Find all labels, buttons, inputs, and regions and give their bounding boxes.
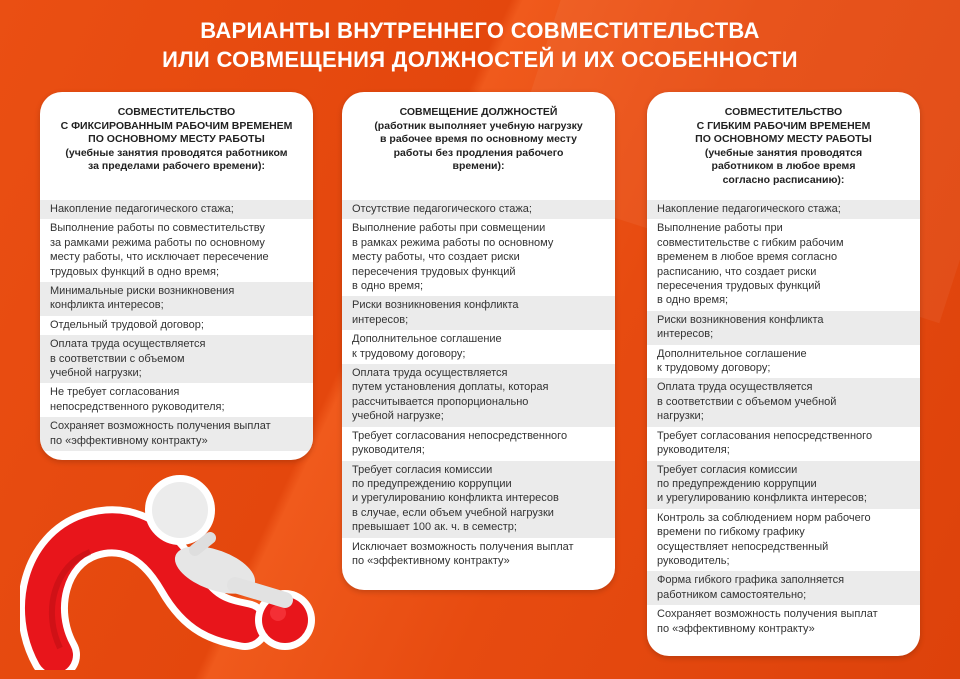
list-item: Дополнительное соглашение к трудовому договору;	[657, 347, 807, 375]
title-line-2: ИЛИ СОВМЕЩЕНИЯ ДОЛЖНОСТЕЙ И ИХ ОСОБЕННОСТИ	[162, 47, 798, 72]
list-item: Отсутствие педагогического стажа;	[342, 200, 615, 219]
heading-line: С ГИБКИМ РАБОЧИМ ВРЕМЕНЕМ	[696, 119, 871, 132]
list-item: Риски возникновения конфликта интересов;	[647, 311, 920, 345]
list-item: Контроль за соблюдением норм рабочего времени по гибкому графику осуществляет непосредственный руководитель;	[657, 511, 871, 567]
subheading-line: за пределами рабочего времени):	[88, 160, 265, 173]
list-item: Выполнение работы по совместительству за рамками режима работы по основному месту работы, что исключает пересечение трудовых функций в одно время;	[50, 222, 269, 278]
list-item: Требует согласия комиссии по предупреждению коррупции и урегулированию конфликта интересов;	[647, 461, 920, 509]
list-item: Требует согласия комиссии по предупреждению коррупции и урегулированию конфликта интересов в случае, если объем учебной нагрузки превышает 100 ак. ч. в семестр;	[342, 461, 615, 538]
list-item: Дополнительное соглашение к трудовому договору;	[352, 333, 502, 360]
subheading-line: времени):	[452, 160, 505, 173]
heading-line: ПО ОСНОВНОМУ МЕСТУ РАБОТЫ	[88, 133, 265, 146]
subheading-line: (учебные занятия проводятся	[704, 146, 863, 159]
feature-list	[40, 200, 313, 451]
feature-list	[342, 200, 615, 571]
list-item: Риски возникновения конфликта интересов;	[342, 296, 615, 330]
heading-line: СОВМЕСТИТЕЛЬСТВО	[117, 106, 236, 118]
list-item: Исключает возможность получения выплат по «эффективному контракту»	[352, 540, 574, 567]
list-item: Накопление педагогического стажа;	[647, 200, 920, 219]
list-item: Не требует согласования непосредственного руководителя;	[50, 386, 225, 413]
heading-line: ПО ОСНОВНОМУ МЕСТУ РАБОТЫ	[695, 133, 872, 146]
list-item: Оплата труда осуществляется в соответствии с объемом учебной нагрузки;	[647, 378, 920, 426]
subheading-line: работы без продления рабочего	[393, 146, 564, 159]
list-item: Выполнение работы при совместительстве с гибким рабочим временем в любое время согласно расписанию, что создает риски пересечения трудовых функций в одно время;	[657, 222, 844, 307]
list-item: Требует согласования непосредственного руководителя;	[657, 429, 873, 457]
subheading-line: (учебные занятия проводятся работником	[65, 146, 288, 159]
card-heading	[40, 92, 313, 174]
subheading-line: работником в любое время	[711, 160, 856, 173]
heading-line: С ФИКСИРОВАННЫМ РАБОЧИМ ВРЕМЕНЕМ	[60, 119, 293, 132]
question-mark-person-illustration	[20, 470, 320, 670]
subheading-line: (работник выполняет учебную нагрузку	[374, 119, 583, 132]
list-item: Оплата труда осуществляется в соответствии с объемом учебной нагрузки;	[40, 335, 313, 383]
heading-line: СОВМЕЩЕНИЕ ДОЛЖНОСТЕЙ	[399, 106, 558, 118]
list-item: Сохраняет возможность получения выплат по «эффективному контракту»	[657, 608, 878, 635]
title-line-1: ВАРИАНТЫ ВНУТРЕННЕГО СОВМЕСТИТЕЛЬСТВА	[200, 18, 760, 43]
subheading-line: в рабочее время по основному месту	[380, 133, 577, 146]
card-heading	[647, 92, 920, 188]
subheading-line: согласно расписанию):	[722, 173, 845, 186]
list-item: Накопление педагогического стажа;	[40, 200, 313, 219]
list-item: Требует согласования непосредственного руководителя;	[352, 429, 568, 457]
feature-list	[647, 200, 920, 639]
list-item: Оплата труда осуществляется путем установления доплаты, которая рассчитывается пропорционально учебной нагрузке;	[342, 364, 615, 427]
list-item: Выполнение работы при совмещении в рамках режима работы по основному месту работы, что создает риски пересечения трудовых функций в одно время;	[352, 222, 554, 293]
card-fixed-time	[40, 92, 313, 460]
list-item: Минимальные риски возникновения конфликта интересов;	[40, 282, 313, 316]
page-title	[0, 16, 960, 74]
card-heading	[342, 92, 615, 174]
heading-line: СОВМЕСТИТЕЛЬСТВО	[724, 106, 843, 118]
list-item: Форма гибкого графика заполняется работником самостоятельно;	[647, 571, 920, 605]
list-item: Сохраняет возможность получения выплат по «эффективному контракту»	[40, 417, 313, 451]
card-combination	[342, 92, 615, 590]
list-item: Отдельный трудовой договор;	[50, 318, 204, 331]
card-flexible-time	[647, 92, 920, 656]
